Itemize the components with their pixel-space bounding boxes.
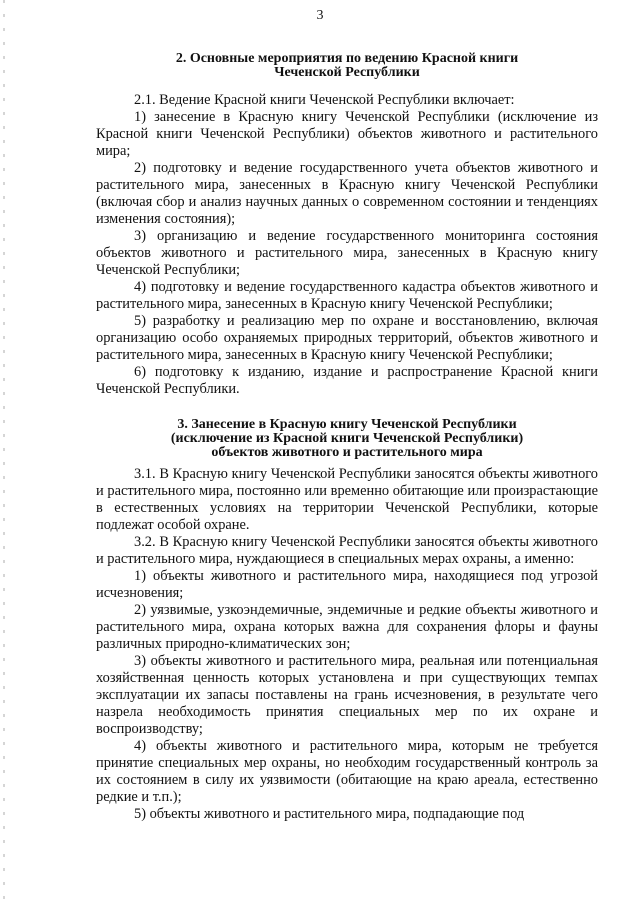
section-2-item: 5) разработку и реализацию мер по охране и восстановлению, включая организацию особо охраняемых природных территорий, объектов животного и растительного мира, занесенных в Красную книгу Чеченской Республики;	[96, 313, 598, 363]
section-2-item: 4) подготовку и ведение государственного кадастра объектов животного и растительного мира, занесенных в Красную книгу Чеченской Республики;	[96, 279, 598, 312]
section-2-intro: 2.1. Ведение Красной книги Чеченской Республики включает:	[134, 92, 515, 108]
section-3-paragraph: 5) объекты животного и растительного мира, подпадающие под	[134, 806, 525, 822]
section-3-paragraph: 3.2. В Красную книгу Чеченской Республики заносятся объекты животного и растительного мира, нуждающиеся в специальных мерах охраны, а именно:	[96, 534, 598, 567]
section-2-item: 2) подготовку и ведение государственного учета объектов животного и растительного мира, занесенных в Красную книгу Чеченской Республики (включая сбор и анализ научных данных о современном состоянии и тенденциях изменения состояния);	[96, 160, 598, 227]
section-2-heading-line-2: Чеченской Республики	[274, 65, 420, 80]
section-3-heading	[96, 418, 598, 460]
section-2-heading-line-1: 2. Основные мероприятия по ведению Красной книги	[175, 51, 519, 66]
section-3-paragraph: 1) объекты животного и растительного мира, находящиеся под угрозой исчезновения;	[96, 568, 598, 601]
page-number: 3	[316, 8, 324, 23]
section-2-heading	[96, 52, 598, 80]
section-2-item: 3) организацию и ведение государственного мониторинга состояния объектов животного и растительного мира, занесенных в Красную книгу Чеченской Республики;	[96, 228, 598, 278]
section-3-paragraph: 4) объекты животного и растительного мира, которым не требуется принятие специальных мер охраны, но необходим государственный контроль за их состоянием в силу их уязвимости (обитающие на краю ареала, естественно редкие и т.п.);	[96, 738, 598, 805]
section-3-heading-line-2: (исключение из Красной книги Чеченской Республики)	[170, 431, 524, 446]
section-2-item: 1) занесение в Красную книгу Чеченской Республики (исключение из Красной книги Чеченской Республики) объектов животного и растительного мира;	[96, 109, 598, 159]
scan-edge-artifact	[3, 0, 5, 905]
section-3-heading-line-1: 3. Занесение в Красную книгу Чеченской Республики	[177, 417, 517, 432]
section-3-paragraph: 2) уязвимые, узкоэндемичные, эндемичные и редкие объекты животного и растительного мира, охрана которых важна для сохранения флоры и фауны различных природно-климатических зон;	[96, 602, 598, 652]
section-2-item: 6) подготовку к изданию, издание и распространение Красной книги Чеченской Республики.	[96, 364, 598, 397]
section-3-heading-line-3: объектов животного и растительного мира	[211, 445, 483, 460]
document-body	[96, 52, 598, 823]
section-3-paragraph: 3.1. В Красную книгу Чеченской Республики заносятся объекты животного и растительного мира, постоянно или временно обитающие или произрастающие в естественных условиях на территории Чеченской Республики, которые подлежат особой охране.	[96, 466, 598, 533]
section-3-paragraph: 3) объекты животного и растительного мира, реальная или потенциальная хозяйственная ценность которых установлена и при существующих темпах эксплуатации их запасы поставлены на грань исчезновения, в результате чего назрела необходимость принятия специальных мер по их охране и воспроизводству;	[96, 653, 598, 737]
